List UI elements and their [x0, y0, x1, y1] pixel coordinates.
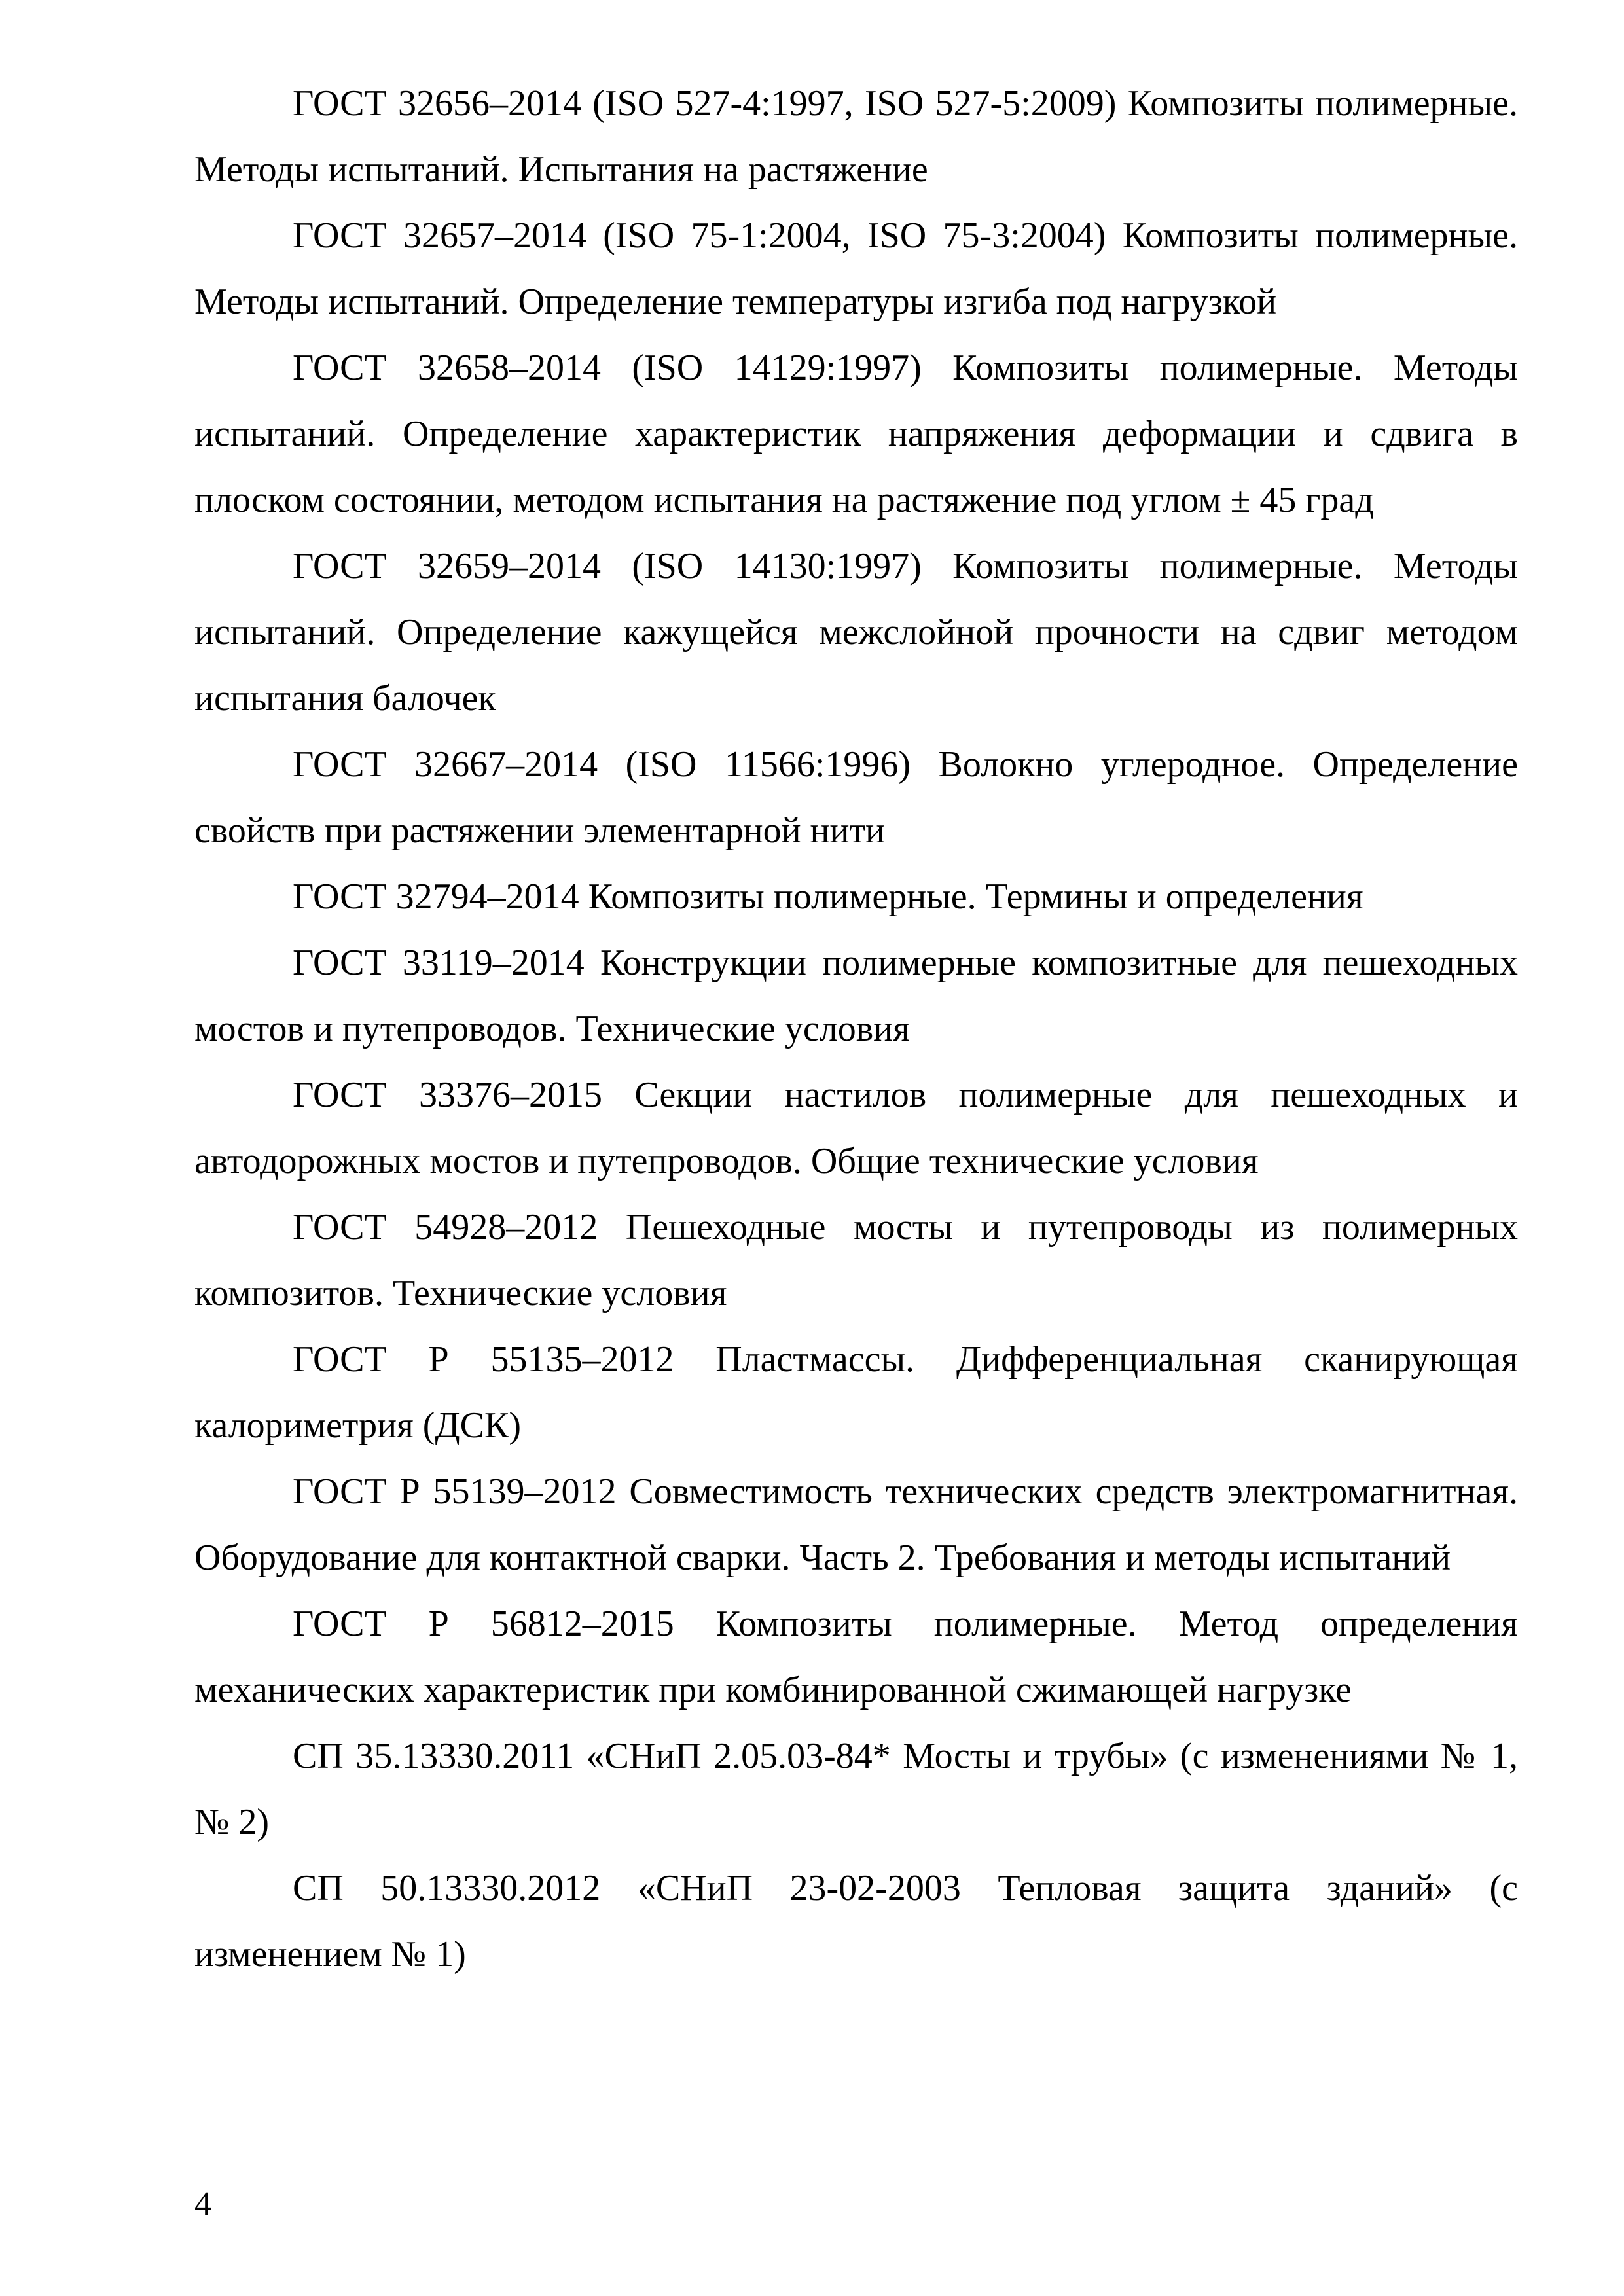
reference-item: ГОСТ 54928–2012 Пешеходные мосты и путепроводы из полимерных композитов. Технические условия [194, 1207, 1518, 1314]
reference-item: СП 50.13330.2012 «СНиП 23-02-2003 Тепловая защита зданий» (с изменением № 1) [194, 1868, 1518, 1975]
page-number: 4 [194, 2185, 211, 2223]
reference-item: ГОСТ 32667–2014 (ISO 11566:1996) Волокно углеродное. Определение свойств при растяжении элементарной нити [194, 744, 1518, 851]
reference-item: ГОСТ 32659–2014 (ISO 14130:1997) Композиты полимерные. Методы испытаний. Определение кажущейся межслойной прочности на сдвиг методом испытания балочек [194, 546, 1518, 719]
reference-item: ГОСТ Р 56812–2015 Композиты полимерные. Метод определения механических характеристик при комбинированной сжимающей нагрузке [194, 1604, 1518, 1710]
references-list [194, 71, 1518, 1988]
reference-item: ГОСТ 33376–2015 Секции настилов полимерные для пешеходных и автодорожных мостов и путепроводов. Общие технические условия [194, 1075, 1518, 1181]
reference-item: ГОСТ Р 55135–2012 Пластмассы. Дифференциальная сканирующая калориметрия (ДСК) [194, 1339, 1518, 1446]
reference-item: ГОСТ 33119–2014 Конструкции полимерные композитные для пешеходных мостов и путепроводов. Технические условия [194, 942, 1518, 1049]
reference-item: ГОСТ 32794–2014 Композиты полимерные. Термины и определения [293, 876, 1363, 917]
reference-item: ГОСТ 32658–2014 (ISO 14129:1997) Композиты полимерные. Методы испытаний. Определение характеристик напряжения деформации и сдвига в плоском состоянии, методом испытания на растяжение под углом ± 45 град [194, 348, 1518, 520]
reference-item: ГОСТ Р 55139–2012 Совместимость технических средств электромагнитная. Оборудование для контактной сварки. Часть 2. Требования и методы испытаний [194, 1471, 1518, 1578]
reference-item: ГОСТ 32657–2014 (ISO 75-1:2004, ISO 75-3:2004) Композиты полимерные. Методы испытаний. Определение температуры изгиба под нагрузкой [194, 215, 1518, 322]
reference-item: СП 35.13330.2011 «СНиП 2.05.03-84* Мосты и трубы» (с изменениями № 1, № 2) [194, 1736, 1518, 1842]
reference-item: ГОСТ 32656–2014 (ISO 527-4:1997, ISO 527-5:2009) Композиты полимерные. Методы испытаний. Испытания на растяжение [194, 83, 1518, 190]
